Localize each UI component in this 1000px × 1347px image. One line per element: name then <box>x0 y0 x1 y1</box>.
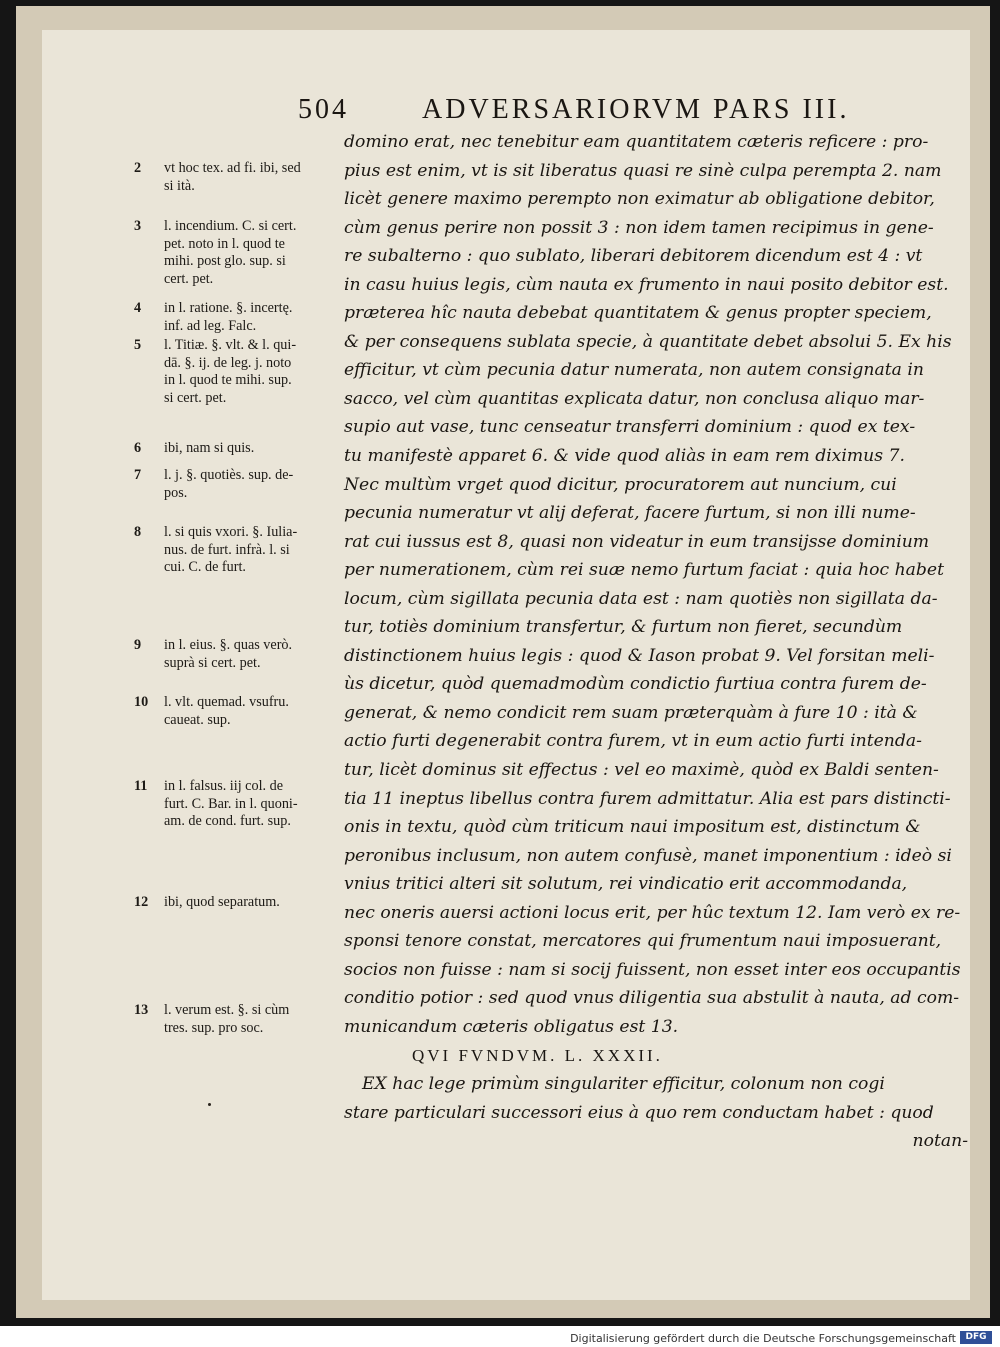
note-line: in l. falsus. iij col. de <box>164 778 284 794</box>
text-line: actio furti degenerabit contra furem, vt in eum actio furti intenda- <box>344 731 922 752</box>
note-line: in l. quod te mihi. sup. <box>164 372 292 388</box>
note-line: mihi. post glo. sup. si <box>164 253 286 269</box>
note-line: suprà si cert. pet. <box>164 654 261 671</box>
text-line: distinctionem huius legis : quod & Iason probat 9. Vel forsitan meli- <box>344 645 935 666</box>
text-line: socios non fuisse : nam si socij fuissent, non esset inter eos occupantis <box>344 959 961 980</box>
text-line: nec oneris auersi actioni locus erit, per hûc textum 12. Iam verò ex re- <box>344 902 961 923</box>
note-text <box>164 1002 349 1037</box>
text-line: in casu huius legis, cùm nauta ex frumento in naui posito debitor est. <box>344 274 949 295</box>
text-line: per numerationem, cùm rei suæ nemo furtum faciat : quia hoc habet <box>344 560 944 581</box>
note-text <box>164 337 349 407</box>
note-line: l. vlt. quemad. vsufru. <box>164 694 289 710</box>
note-line: cert. pet. <box>164 270 214 287</box>
note-line: si ità. <box>164 177 195 194</box>
note-text <box>164 894 349 912</box>
text-line: pecunia numeratur vt alij deferat, facere furtum, si non illi nume- <box>344 503 916 524</box>
note-line: l. verum est. §. si cùm <box>164 1002 290 1018</box>
text-line: domino erat, nec tenebitur eam quantitatem cæteris reficere : pro- <box>344 132 929 152</box>
text-line: efficitur, vt cùm pecunia datur numerata, non autem consignata in <box>344 360 924 381</box>
page-number: 504 <box>298 94 349 125</box>
note-line: furt. C. Bar. in l. quoni- <box>164 795 298 812</box>
section-heading: QVI FVNDVM. L. XXXII. <box>412 1045 663 1065</box>
note-text <box>164 218 349 288</box>
note-number: 9 <box>134 637 142 653</box>
text-line: conditio potior : sed quod vnus diligentia sua abstulit à nauta, ad com- <box>344 988 960 1009</box>
note-line: cui. C. de furt. <box>164 559 246 575</box>
note-number: 7 <box>134 467 142 483</box>
note-line: pet. noto in l. quod te <box>164 235 285 252</box>
text-line: præterea hîc nauta debebat quantitatem & genus propter speciem, <box>344 303 932 324</box>
text-line: cùm genus perire non possit 3 : non idem tamen recipimus in gene- <box>344 217 934 238</box>
note-line: l. j. §. quotiès. sup. de- <box>164 467 294 483</box>
note-line: dā. §. ij. de leg. j. noto <box>164 354 292 371</box>
note-number: 13 <box>134 1002 149 1018</box>
note-text <box>164 440 349 458</box>
text-line: ùs dicetur, quòd quemadmodùm condictio furtiua contra furem de- <box>344 674 927 695</box>
text-line: vnius tritici alteri sit solutum, rei vindicatio erit accommodanda, <box>344 874 908 895</box>
text-line: licèt genere maximo perempto non eximatur ab obligatione debitor, <box>344 189 935 210</box>
text-line: locum, cùm sigillata pecunia data est : nam quotiès non sigillata da- <box>344 588 938 609</box>
text-line: Nec multùm vrget quod dicitur, procuratorem aut nuncium, cui <box>344 474 897 495</box>
note-line: am. de cond. furt. sup. <box>164 813 291 829</box>
note-number: 10 <box>134 694 149 710</box>
note-number: 3 <box>134 218 142 234</box>
funding-credit: Digitalisierung gefördert durch die Deutsche Forschungsgemeinschaft <box>570 1332 956 1345</box>
text-line: tur, totiès dominium transfertur, & furtum non fieret, secundùm <box>344 617 903 638</box>
note-text <box>164 467 349 502</box>
dfg-logo-icon: DFG <box>960 1331 992 1344</box>
note-line: in l. ratione. §. incertę. <box>164 300 293 316</box>
text-line: re subalterno : quo sublato, liberari debitorem dicendum est 4 : vt <box>344 246 923 267</box>
note-number: 4 <box>134 300 142 316</box>
note-line: l. Titiæ. §. vlt. & l. qui- <box>164 337 297 353</box>
running-title: ADVERSARIORVM PARS III. <box>422 94 850 125</box>
text-line: sponsi tenore constat, mercatores qui frumentum naui imposuerant, <box>344 931 942 952</box>
note-number: 6 <box>134 440 142 456</box>
text-line: notan- <box>912 1131 968 1152</box>
note-line: vt hoc tex. ad fi. ibi, sed <box>164 160 301 176</box>
note-line: in l. eius. §. quas verò. <box>164 637 293 653</box>
note-line: l. si quis vxori. §. Iulia- <box>164 524 298 540</box>
note-text <box>164 160 349 195</box>
note-text <box>164 524 349 577</box>
text-line: stare particulari successori eius à quo rem conductam habet : quod <box>344 1102 934 1123</box>
note-line: si cert. pet. <box>164 389 227 406</box>
note-line: l. incendium. C. si cert. <box>164 218 297 234</box>
note-line: pos. <box>164 484 188 501</box>
note-text <box>164 778 349 831</box>
text-line: tur, licèt dominus sit effectus : vel eo maximè, quòd ex Baldi senten- <box>344 760 939 781</box>
note-line: caueat. sup. <box>164 711 231 728</box>
note-text <box>164 300 349 335</box>
note-number: 8 <box>134 524 142 540</box>
ink-speck <box>208 1103 211 1106</box>
note-line: nus. de furt. infrà. l. si <box>164 541 290 558</box>
text-line: onis in textu, quòd cùm triticum naui impositum est, distinctum & <box>344 817 921 838</box>
text-line: sacco, vel cùm quantitas explicata datur, non conclusa aliquo mar- <box>344 388 925 409</box>
note-line: ibi, quod separatum. <box>164 894 280 910</box>
text-line: tu manifestè apparet 6. & vide quod aliàs in eam rem diximus 7. <box>344 446 905 467</box>
text-line: pius est enim, vt is sit liberatus quasi re sinè culpa perempta 2. nam <box>344 160 942 181</box>
text-line: & per consequens sublata specie, à quantitate debet absolui 5. Ex his <box>344 331 952 352</box>
main-text-column <box>344 128 968 1156</box>
note-number: 11 <box>134 778 148 794</box>
note-line: inf. ad leg. Falc. <box>164 317 257 334</box>
text-line: supio aut vase, tunc censeatur transferri dominium : quod ex tex- <box>344 417 916 438</box>
text-line: municandum cæteris obligatus est 13. <box>344 1016 679 1037</box>
text-line: EX hac lege primùm singulariter efficitur, colonum non cogi <box>362 1074 885 1095</box>
text-line: rat cui iussus est 8, quasi non videatur in eum transijsse dominium <box>344 531 930 552</box>
note-number: 2 <box>134 160 142 176</box>
note-number: 5 <box>134 337 142 353</box>
note-number: 12 <box>134 894 149 910</box>
text-line: tia 11 ineptus libellus contra furem admittatur. Alia est pars distincti- <box>344 788 951 809</box>
note-text <box>164 637 349 672</box>
note-line: ibi, nam si quis. <box>164 440 255 456</box>
text-line: peronibus inclusum, non autem confusè, manet imponentium : ideò si <box>344 845 952 866</box>
note-line: tres. sup. pro soc. <box>164 1019 264 1036</box>
note-text <box>164 694 349 729</box>
text-line: generat, & nemo condicit rem suam præterquàm à fure 10 : ità & <box>344 702 918 723</box>
